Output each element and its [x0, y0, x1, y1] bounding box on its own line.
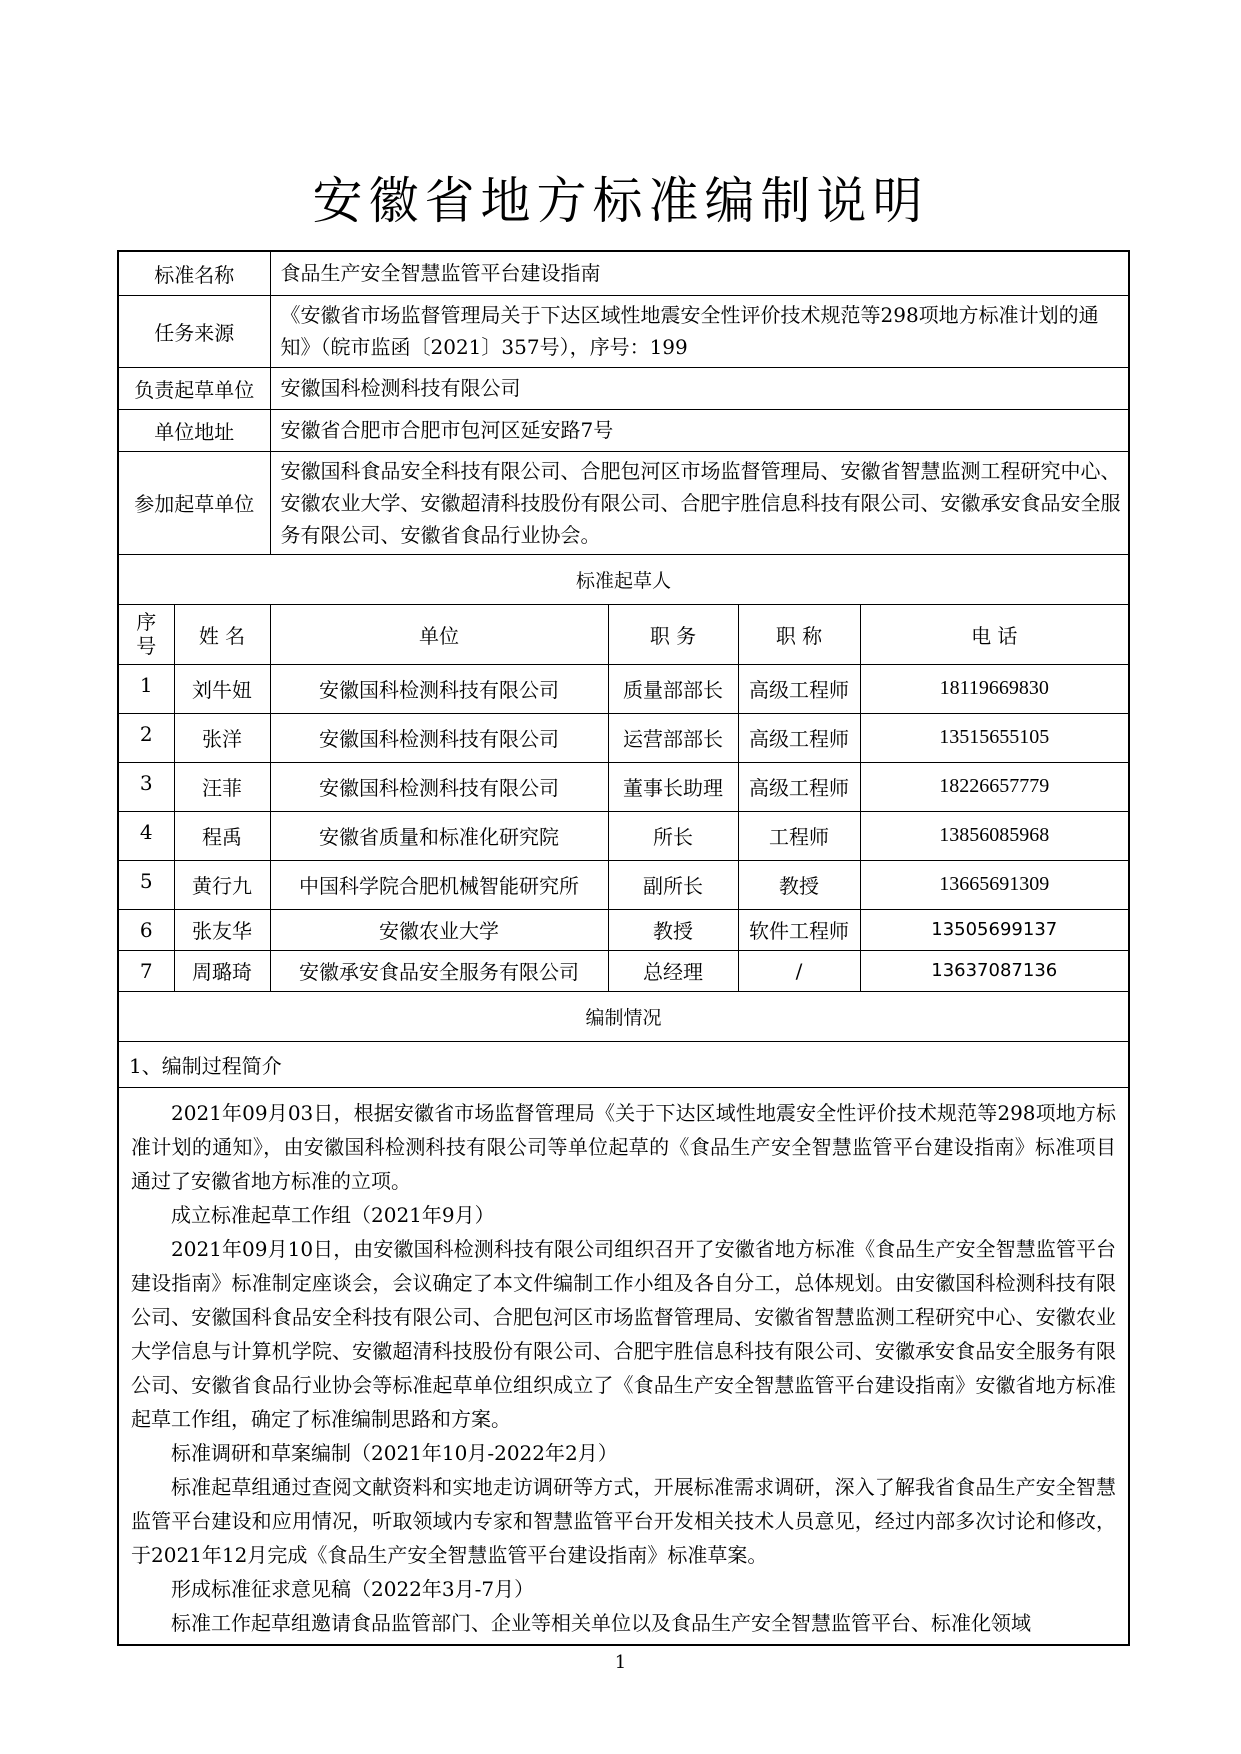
- info-row: [118, 295, 1129, 367]
- row-unit: 安徽国科检测科技有限公司: [270, 713, 608, 762]
- row-phone: 13505699137: [860, 909, 1129, 950]
- compilation-section-row: [118, 991, 1129, 1041]
- header-phone: 电 话: [860, 604, 1129, 664]
- row-seq: 3: [118, 762, 174, 811]
- row-unit: 安徽农业大学: [270, 909, 608, 950]
- header-seq: 序号: [118, 604, 174, 664]
- row-position: 运营部部长: [608, 713, 738, 762]
- row-title: 教授: [738, 860, 860, 909]
- row-title: 高级工程师: [738, 664, 860, 713]
- subsection-row: [118, 1041, 1129, 1087]
- table-row: [118, 811, 1129, 860]
- row-position: 副所长: [608, 860, 738, 909]
- row-title: /: [738, 950, 860, 991]
- header-title: 职 称: [738, 604, 860, 664]
- row-seq: 1: [118, 664, 174, 713]
- row-name: 刘牛妞: [174, 664, 270, 713]
- row-name: 汪菲: [174, 762, 270, 811]
- row-name: 张洋: [174, 713, 270, 762]
- info-value: 安徽国科检测科技有限公司: [270, 367, 1129, 409]
- paragraph: 成立标准起草工作组（2021年9月）: [171, 1202, 495, 1227]
- table-row: [118, 909, 1129, 950]
- paragraph: 标准起草组通过查阅文献资料和实地走访调研等方式，开展标准需求调研，深入了解我省食品生产安全智慧监管平台建设和应用情况，听取领域内专家和智慧监管平台开发相关技术人员意见，经过内部多次讨论和修改，于2021年12月完成《食品生产安全智慧监管平台建设指南》标准草案。: [131, 1474, 1116, 1567]
- paragraph: 标准调研和草案编制（2021年10月-2022年2月）: [171, 1440, 618, 1465]
- row-unit: 安徽省质量和标准化研究院: [270, 811, 608, 860]
- info-value: 安徽国科食品安全科技有限公司、合肥包河区市场监督管理局、安徽省智慧监测工程研究中心、安徽农业大学、安徽超清科技股份有限公司、合肥宇胜信息科技有限公司、安徽承安食品安全服务有限公司、安徽省食品行业协会。: [270, 451, 1129, 554]
- info-value: 安徽省合肥市合肥市包河区延安路7号: [270, 409, 1129, 451]
- info-row: [118, 409, 1129, 451]
- row-seq: 6: [118, 909, 174, 950]
- paragraph: 标准工作起草组邀请食品监管部门、企业等相关单位以及食品生产安全智慧监管平台、标准化领域: [171, 1610, 1031, 1635]
- row-phone: 13665691309: [860, 860, 1129, 909]
- row-position: 董事长助理: [608, 762, 738, 811]
- paragraph: 2021年09月03日，根据安徽省市场监督管理局《关于下达区域性地震安全性评价技术规范等298项地方标准计划的通知》，由安徽国科检测科技有限公司等单位起草的《食品生产安全智慧监管平台建设指南》标准项目通过了安徽省地方标准的立项。: [131, 1100, 1116, 1193]
- page-title: 安徽省地方标准编制说明: [312, 172, 929, 230]
- info-row: [118, 451, 1129, 554]
- row-phone: 13515655105: [860, 713, 1129, 762]
- drafters-header-row: [118, 604, 1129, 664]
- header-name: 姓 名: [174, 604, 270, 664]
- info-label: 任务来源: [118, 295, 270, 367]
- info-value: 《安徽省市场监督管理局关于下达区域性地震安全性评价技术规范等298项地方标准计划的通知》（皖市监函〔2021〕357号），序号：199: [270, 295, 1129, 367]
- table-row: [118, 762, 1129, 811]
- row-phone: 18226657779: [860, 762, 1129, 811]
- row-title: 高级工程师: [738, 762, 860, 811]
- row-title: 高级工程师: [738, 713, 860, 762]
- row-seq: 2: [118, 713, 174, 762]
- row-position: 所长: [608, 811, 738, 860]
- header-position: 职 务: [608, 604, 738, 664]
- row-name: 周璐琦: [174, 950, 270, 991]
- row-phone: 18119669830: [860, 664, 1129, 713]
- row-name: 程禹: [174, 811, 270, 860]
- row-position: 教授: [608, 909, 738, 950]
- row-phone: 13856085968: [860, 811, 1129, 860]
- info-row: [118, 251, 1129, 295]
- row-seq: 7: [118, 950, 174, 991]
- section-title-compilation: 编制情况: [118, 991, 1129, 1041]
- info-value: 食品生产安全智慧监管平台建设指南: [270, 251, 1129, 295]
- table-row: [118, 860, 1129, 909]
- section-title-drafters: 标准起草人: [118, 554, 1129, 604]
- info-label: 单位地址: [118, 409, 270, 451]
- table-row: [118, 950, 1129, 991]
- info-label: 参加起草单位: [118, 451, 270, 554]
- row-unit: 安徽承安食品安全服务有限公司: [270, 950, 608, 991]
- row-name: 黄行九: [174, 860, 270, 909]
- paragraph: 形成标准征求意见稿（2022年3月-7月）: [171, 1576, 535, 1601]
- header-unit: 单位: [270, 604, 608, 664]
- row-seq: 4: [118, 811, 174, 860]
- page-number: 1: [614, 1652, 627, 1673]
- row-title: 工程师: [738, 811, 860, 860]
- table-row: [118, 713, 1129, 762]
- info-label: 标准名称: [118, 251, 270, 295]
- info-row: [118, 367, 1129, 409]
- row-position: 总经理: [608, 950, 738, 991]
- row-seq: 5: [118, 860, 174, 909]
- table-row: [118, 664, 1129, 713]
- subsection-title: 1、编制过程简介: [118, 1041, 1129, 1087]
- paragraph: 2021年09月10日，由安徽国科检测科技有限公司组织召开了安徽省地方标准《食品生产安全智慧监管平台建设指南》标准制定座谈会，会议确定了本文件编制工作小组及各自分工，总体规划。由安徽国科检测科技有限公司、安徽国科食品安全科技有限公司、合肥包河区市场监督管理局、安徽省智慧监测工程研究中心、安徽农业大学信息与计算机学院、安徽超清科技股份有限公司、合肥宇胜信息科技有限公司、安徽承安食品安全服务有限公司、安徽省食品行业协会等标准起草单位组织成立了《食品生产安全智慧监管平台建设指南》安徽省地方标准起草工作组，确定了标准编制思路和方案。: [131, 1236, 1116, 1431]
- row-name: 张友华: [174, 909, 270, 950]
- row-position: 质量部部长: [608, 664, 738, 713]
- row-title: 软件工程师: [738, 909, 860, 950]
- row-unit: 安徽国科检测科技有限公司: [270, 762, 608, 811]
- compilation-body-row: [118, 1087, 1129, 1645]
- drafters-section-row: [118, 554, 1129, 604]
- row-unit: 安徽国科检测科技有限公司: [270, 664, 608, 713]
- row-unit: 中国科学院合肥机械智能研究所: [270, 860, 608, 909]
- info-label: 负责起草单位: [118, 367, 270, 409]
- compilation-body: [118, 1087, 1129, 1645]
- row-phone: 13637087136: [860, 950, 1129, 991]
- standard-info-table: [117, 250, 1130, 1646]
